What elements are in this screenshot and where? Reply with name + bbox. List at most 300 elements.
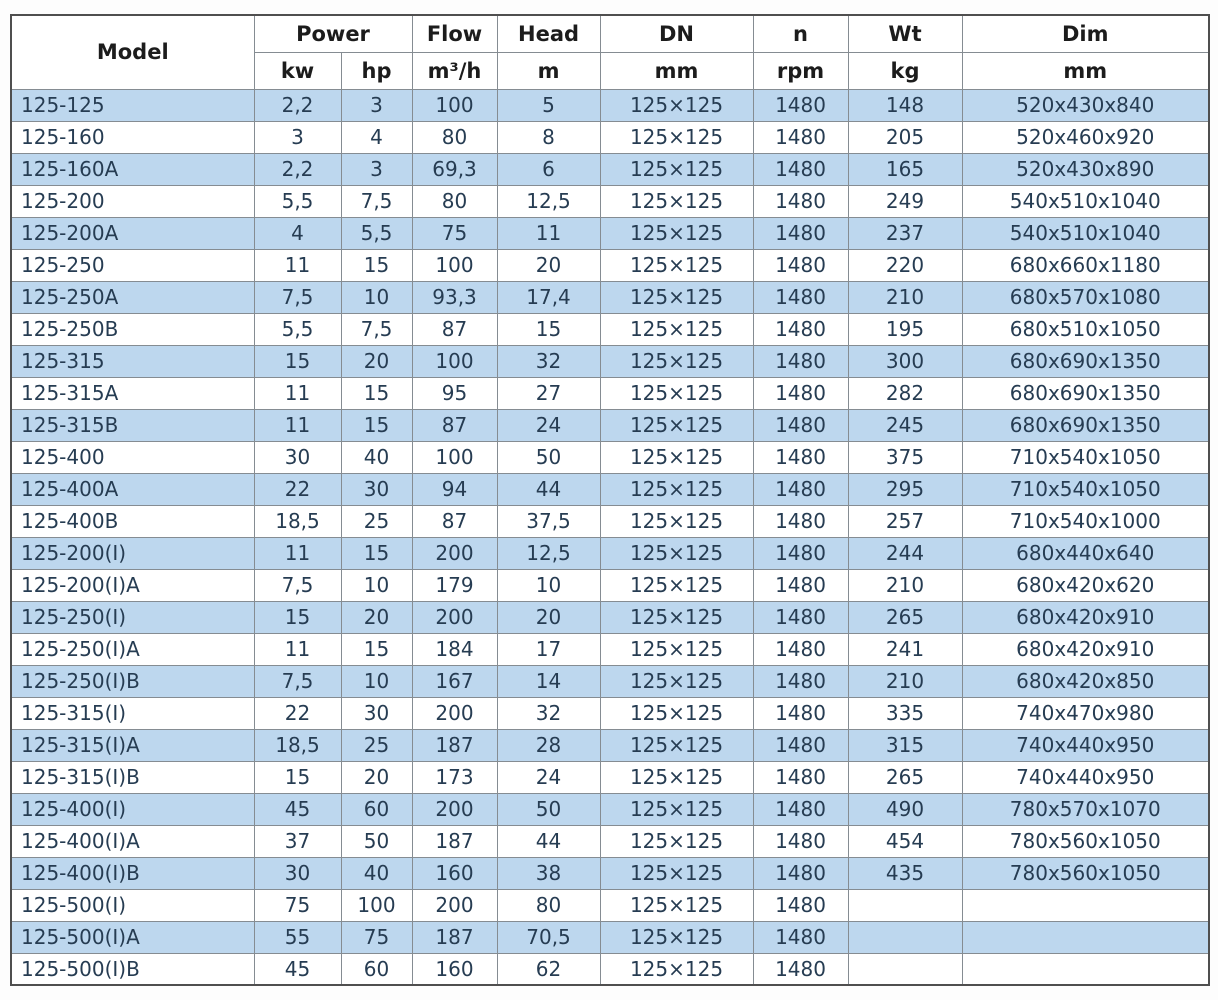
unit-n: rpm: [753, 52, 848, 89]
cell-model: 125-315(I)B: [11, 761, 254, 793]
cell-kw: 15: [254, 761, 341, 793]
col-header-dn: DN: [600, 15, 753, 52]
pump-spec-table: [10, 14, 1210, 986]
cell-dn: 125×125: [600, 857, 753, 889]
cell-model: 125-315(I)A: [11, 729, 254, 761]
cell-dn: 125×125: [600, 665, 753, 697]
cell-dn: 125×125: [600, 185, 753, 217]
cell-head: 27: [497, 377, 600, 409]
cell-rpm: 1480: [753, 825, 848, 857]
cell-hp: 5,5: [341, 217, 412, 249]
cell-flow: 187: [412, 921, 497, 953]
cell-rpm: 1480: [753, 953, 848, 985]
cell-dn: 125×125: [600, 473, 753, 505]
cell-head: 5: [497, 89, 600, 121]
cell-rpm: 1480: [753, 761, 848, 793]
cell-wt: 249: [848, 185, 962, 217]
table-row: [11, 89, 1209, 121]
col-header-dim: Dim: [962, 15, 1209, 52]
cell-flow: 173: [412, 761, 497, 793]
cell-dn: 125×125: [600, 313, 753, 345]
cell-hp: 10: [341, 665, 412, 697]
cell-hp: 4: [341, 121, 412, 153]
cell-dn: 125×125: [600, 345, 753, 377]
cell-kw: 30: [254, 857, 341, 889]
cell-flow: 93,3: [412, 281, 497, 313]
cell-dim: 540x510x1040: [962, 185, 1209, 217]
cell-dim: 680x690x1350: [962, 345, 1209, 377]
cell-head: 10: [497, 569, 600, 601]
cell-wt: 241: [848, 633, 962, 665]
cell-head: 24: [497, 409, 600, 441]
cell-kw: 55: [254, 921, 341, 953]
table-row: [11, 217, 1209, 249]
cell-hp: 30: [341, 473, 412, 505]
cell-head: 44: [497, 473, 600, 505]
cell-head: 17: [497, 633, 600, 665]
cell-model: 125-500(I): [11, 889, 254, 921]
unit-wt: kg: [848, 52, 962, 89]
cell-flow: 75: [412, 217, 497, 249]
table-row: [11, 377, 1209, 409]
cell-head: 38: [497, 857, 600, 889]
table-row: [11, 153, 1209, 185]
cell-wt: 315: [848, 729, 962, 761]
cell-wt: 210: [848, 281, 962, 313]
table-row: [11, 761, 1209, 793]
cell-rpm: 1480: [753, 697, 848, 729]
cell-dim: [962, 921, 1209, 953]
cell-kw: 22: [254, 473, 341, 505]
col-header-power: Power: [254, 15, 412, 52]
cell-hp: 3: [341, 89, 412, 121]
cell-dim: 780x570x1070: [962, 793, 1209, 825]
cell-head: 62: [497, 953, 600, 985]
cell-model: 125-160A: [11, 153, 254, 185]
table-row: [11, 281, 1209, 313]
cell-flow: 200: [412, 889, 497, 921]
cell-head: 44: [497, 825, 600, 857]
table-row: [11, 569, 1209, 601]
cell-kw: 11: [254, 537, 341, 569]
cell-dim: 740x470x980: [962, 697, 1209, 729]
cell-hp: 30: [341, 697, 412, 729]
cell-hp: 100: [341, 889, 412, 921]
cell-kw: 15: [254, 345, 341, 377]
unit-flow: m³/h: [412, 52, 497, 89]
cell-head: 37,5: [497, 505, 600, 537]
cell-flow: 184: [412, 633, 497, 665]
cell-head: 50: [497, 793, 600, 825]
cell-dim: 680x690x1350: [962, 377, 1209, 409]
table-row: [11, 505, 1209, 537]
cell-rpm: 1480: [753, 729, 848, 761]
cell-hp: 20: [341, 345, 412, 377]
cell-hp: 50: [341, 825, 412, 857]
cell-rpm: 1480: [753, 793, 848, 825]
cell-dim: 740x440x950: [962, 761, 1209, 793]
cell-kw: 75: [254, 889, 341, 921]
cell-kw: 11: [254, 377, 341, 409]
cell-dn: 125×125: [600, 537, 753, 569]
cell-flow: 100: [412, 441, 497, 473]
cell-flow: 80: [412, 121, 497, 153]
table-row: [11, 857, 1209, 889]
cell-model: 125-250(I): [11, 601, 254, 633]
cell-dn: 125×125: [600, 441, 753, 473]
cell-kw: 45: [254, 793, 341, 825]
cell-rpm: 1480: [753, 665, 848, 697]
cell-dim: 680x690x1350: [962, 409, 1209, 441]
cell-dim: 520x460x920: [962, 121, 1209, 153]
cell-wt: 490: [848, 793, 962, 825]
col-header-head: Head: [497, 15, 600, 52]
cell-dn: 125×125: [600, 825, 753, 857]
cell-model: 125-400A: [11, 473, 254, 505]
cell-kw: 22: [254, 697, 341, 729]
table-row: [11, 793, 1209, 825]
cell-dn: 125×125: [600, 377, 753, 409]
cell-head: 32: [497, 697, 600, 729]
cell-hp: 60: [341, 793, 412, 825]
cell-kw: 30: [254, 441, 341, 473]
cell-dim: 680x420x910: [962, 633, 1209, 665]
cell-wt: 165: [848, 153, 962, 185]
table-row: [11, 409, 1209, 441]
cell-head: 15: [497, 313, 600, 345]
table-row: [11, 473, 1209, 505]
cell-hp: 20: [341, 601, 412, 633]
cell-kw: 2,2: [254, 153, 341, 185]
cell-model: 125-160: [11, 121, 254, 153]
cell-head: 11: [497, 217, 600, 249]
col-header-n: n: [753, 15, 848, 52]
cell-dim: 520x430x890: [962, 153, 1209, 185]
cell-rpm: 1480: [753, 537, 848, 569]
unit-hp: hp: [341, 52, 412, 89]
cell-rpm: 1480: [753, 569, 848, 601]
cell-model: 125-400(I)A: [11, 825, 254, 857]
cell-flow: 100: [412, 249, 497, 281]
cell-head: 70,5: [497, 921, 600, 953]
col-header-wt: Wt: [848, 15, 962, 52]
cell-wt: [848, 953, 962, 985]
cell-kw: 15: [254, 601, 341, 633]
cell-wt: 220: [848, 249, 962, 281]
cell-model: 125-315A: [11, 377, 254, 409]
cell-hp: 10: [341, 569, 412, 601]
cell-rpm: 1480: [753, 921, 848, 953]
table-row: [11, 889, 1209, 921]
cell-wt: 282: [848, 377, 962, 409]
cell-model: 125-315: [11, 345, 254, 377]
cell-head: 6: [497, 153, 600, 185]
table-body: [11, 89, 1209, 985]
cell-wt: 245: [848, 409, 962, 441]
cell-hp: 10: [341, 281, 412, 313]
table-row: [11, 729, 1209, 761]
cell-kw: 11: [254, 249, 341, 281]
cell-flow: 80: [412, 185, 497, 217]
cell-dim: 710x540x1050: [962, 473, 1209, 505]
cell-model: 125-315B: [11, 409, 254, 441]
cell-wt: 335: [848, 697, 962, 729]
cell-hp: 40: [341, 857, 412, 889]
cell-dn: 125×125: [600, 153, 753, 185]
col-header-flow: Flow: [412, 15, 497, 52]
unit-dim: mm: [962, 52, 1209, 89]
table-row: [11, 537, 1209, 569]
table-row: [11, 441, 1209, 473]
cell-head: 8: [497, 121, 600, 153]
cell-rpm: 1480: [753, 889, 848, 921]
cell-flow: 69,3: [412, 153, 497, 185]
table-row: [11, 953, 1209, 985]
cell-kw: 7,5: [254, 665, 341, 697]
cell-model: 125-400B: [11, 505, 254, 537]
cell-flow: 187: [412, 729, 497, 761]
cell-head: 24: [497, 761, 600, 793]
cell-kw: 4: [254, 217, 341, 249]
table-row: [11, 825, 1209, 857]
cell-head: 32: [497, 345, 600, 377]
cell-head: 12,5: [497, 537, 600, 569]
cell-flow: 100: [412, 345, 497, 377]
cell-dim: 680x420x850: [962, 665, 1209, 697]
cell-dn: 125×125: [600, 281, 753, 313]
cell-dn: 125×125: [600, 921, 753, 953]
cell-model: 125-500(I)B: [11, 953, 254, 985]
header-row-titles: [11, 15, 1209, 52]
cell-dn: 125×125: [600, 89, 753, 121]
cell-flow: 200: [412, 697, 497, 729]
cell-wt: 205: [848, 121, 962, 153]
cell-wt: 435: [848, 857, 962, 889]
cell-dn: 125×125: [600, 633, 753, 665]
table-row: [11, 313, 1209, 345]
cell-kw: 2,2: [254, 89, 341, 121]
cell-dim: 780x560x1050: [962, 857, 1209, 889]
cell-dn: 125×125: [600, 761, 753, 793]
cell-wt: 295: [848, 473, 962, 505]
cell-rpm: 1480: [753, 505, 848, 537]
cell-model: 125-315(I): [11, 697, 254, 729]
cell-hp: 7,5: [341, 313, 412, 345]
cell-wt: 210: [848, 569, 962, 601]
table-row: [11, 665, 1209, 697]
cell-flow: 94: [412, 473, 497, 505]
table-row: [11, 121, 1209, 153]
cell-flow: 200: [412, 537, 497, 569]
cell-kw: 11: [254, 633, 341, 665]
cell-dn: 125×125: [600, 505, 753, 537]
cell-hp: 15: [341, 537, 412, 569]
cell-rpm: 1480: [753, 633, 848, 665]
cell-wt: 257: [848, 505, 962, 537]
cell-rpm: 1480: [753, 409, 848, 441]
cell-flow: 200: [412, 793, 497, 825]
cell-rpm: 1480: [753, 601, 848, 633]
cell-rpm: 1480: [753, 441, 848, 473]
cell-hp: 15: [341, 249, 412, 281]
table-row: [11, 921, 1209, 953]
cell-hp: 15: [341, 377, 412, 409]
cell-model: 125-250: [11, 249, 254, 281]
cell-dim: 680x660x1180: [962, 249, 1209, 281]
cell-model: 125-200(I)A: [11, 569, 254, 601]
cell-wt: 375: [848, 441, 962, 473]
cell-rpm: 1480: [753, 185, 848, 217]
cell-rpm: 1480: [753, 217, 848, 249]
cell-kw: 3: [254, 121, 341, 153]
cell-model: 125-400: [11, 441, 254, 473]
cell-wt: 454: [848, 825, 962, 857]
cell-hp: 20: [341, 761, 412, 793]
cell-head: 28: [497, 729, 600, 761]
cell-rpm: 1480: [753, 857, 848, 889]
cell-wt: 300: [848, 345, 962, 377]
cell-rpm: 1480: [753, 473, 848, 505]
cell-dn: 125×125: [600, 601, 753, 633]
cell-wt: 148: [848, 89, 962, 121]
cell-kw: 18,5: [254, 729, 341, 761]
table-row: [11, 697, 1209, 729]
unit-head: m: [497, 52, 600, 89]
cell-dim: 680x570x1080: [962, 281, 1209, 313]
cell-dim: 780x560x1050: [962, 825, 1209, 857]
cell-dn: 125×125: [600, 217, 753, 249]
cell-dim: 680x420x910: [962, 601, 1209, 633]
cell-hp: 7,5: [341, 185, 412, 217]
cell-model: 125-250(I)A: [11, 633, 254, 665]
cell-hp: 15: [341, 633, 412, 665]
cell-dn: 125×125: [600, 409, 753, 441]
cell-flow: 87: [412, 313, 497, 345]
cell-rpm: 1480: [753, 121, 848, 153]
table-header: [11, 15, 1209, 89]
cell-head: 50: [497, 441, 600, 473]
cell-wt: 195: [848, 313, 962, 345]
cell-model: 125-500(I)A: [11, 921, 254, 953]
cell-wt: 265: [848, 761, 962, 793]
cell-dn: 125×125: [600, 697, 753, 729]
cell-flow: 179: [412, 569, 497, 601]
cell-dn: 125×125: [600, 889, 753, 921]
cell-rpm: 1480: [753, 377, 848, 409]
cell-dim: 680x420x620: [962, 569, 1209, 601]
cell-hp: 40: [341, 441, 412, 473]
cell-kw: 5,5: [254, 185, 341, 217]
cell-dim: 710x540x1050: [962, 441, 1209, 473]
cell-flow: 95: [412, 377, 497, 409]
cell-model: 125-200A: [11, 217, 254, 249]
table-row: [11, 633, 1209, 665]
cell-wt: 265: [848, 601, 962, 633]
cell-model: 125-200(I): [11, 537, 254, 569]
cell-wt: 244: [848, 537, 962, 569]
cell-head: 80: [497, 889, 600, 921]
cell-rpm: 1480: [753, 281, 848, 313]
cell-head: 17,4: [497, 281, 600, 313]
cell-rpm: 1480: [753, 249, 848, 281]
cell-dn: 125×125: [600, 121, 753, 153]
cell-hp: 60: [341, 953, 412, 985]
table-row: [11, 249, 1209, 281]
cell-wt: 237: [848, 217, 962, 249]
cell-model: 125-250(I)B: [11, 665, 254, 697]
cell-kw: 7,5: [254, 569, 341, 601]
cell-hp: 3: [341, 153, 412, 185]
cell-dim: 710x540x1000: [962, 505, 1209, 537]
cell-rpm: 1480: [753, 313, 848, 345]
table-row: [11, 345, 1209, 377]
unit-dn: mm: [600, 52, 753, 89]
cell-flow: 87: [412, 409, 497, 441]
cell-rpm: 1480: [753, 345, 848, 377]
cell-head: 20: [497, 601, 600, 633]
cell-kw: 45: [254, 953, 341, 985]
table-row: [11, 601, 1209, 633]
cell-model: 125-400(I): [11, 793, 254, 825]
cell-flow: 187: [412, 825, 497, 857]
cell-model: 125-200: [11, 185, 254, 217]
cell-kw: 37: [254, 825, 341, 857]
cell-dn: 125×125: [600, 793, 753, 825]
cell-dn: 125×125: [600, 729, 753, 761]
cell-head: 12,5: [497, 185, 600, 217]
cell-kw: 5,5: [254, 313, 341, 345]
cell-dn: 125×125: [600, 953, 753, 985]
cell-dim: 680x510x1050: [962, 313, 1209, 345]
cell-dim: 520x430x840: [962, 89, 1209, 121]
cell-wt: 210: [848, 665, 962, 697]
cell-model: 125-250A: [11, 281, 254, 313]
cell-wt: [848, 889, 962, 921]
cell-head: 20: [497, 249, 600, 281]
cell-flow: 100: [412, 89, 497, 121]
cell-model: 125-250B: [11, 313, 254, 345]
cell-hp: 25: [341, 505, 412, 537]
cell-dn: 125×125: [600, 249, 753, 281]
cell-hp: 15: [341, 409, 412, 441]
table-row: [11, 185, 1209, 217]
cell-hp: 75: [341, 921, 412, 953]
cell-kw: 11: [254, 409, 341, 441]
cell-flow: 87: [412, 505, 497, 537]
col-header-model: Model: [11, 15, 254, 89]
cell-rpm: 1480: [753, 153, 848, 185]
cell-model: 125-125: [11, 89, 254, 121]
cell-rpm: 1480: [753, 89, 848, 121]
cell-kw: 7,5: [254, 281, 341, 313]
cell-dim: 680x440x640: [962, 537, 1209, 569]
cell-dim: [962, 953, 1209, 985]
cell-head: 14: [497, 665, 600, 697]
cell-dim: 540x510x1040: [962, 217, 1209, 249]
cell-flow: 167: [412, 665, 497, 697]
cell-flow: 200: [412, 601, 497, 633]
cell-flow: 160: [412, 857, 497, 889]
cell-hp: 25: [341, 729, 412, 761]
cell-dim: 740x440x950: [962, 729, 1209, 761]
unit-kw: kw: [254, 52, 341, 89]
cell-dn: 125×125: [600, 569, 753, 601]
cell-model: 125-400(I)B: [11, 857, 254, 889]
cell-flow: 160: [412, 953, 497, 985]
cell-kw: 18,5: [254, 505, 341, 537]
cell-wt: [848, 921, 962, 953]
cell-dim: [962, 889, 1209, 921]
